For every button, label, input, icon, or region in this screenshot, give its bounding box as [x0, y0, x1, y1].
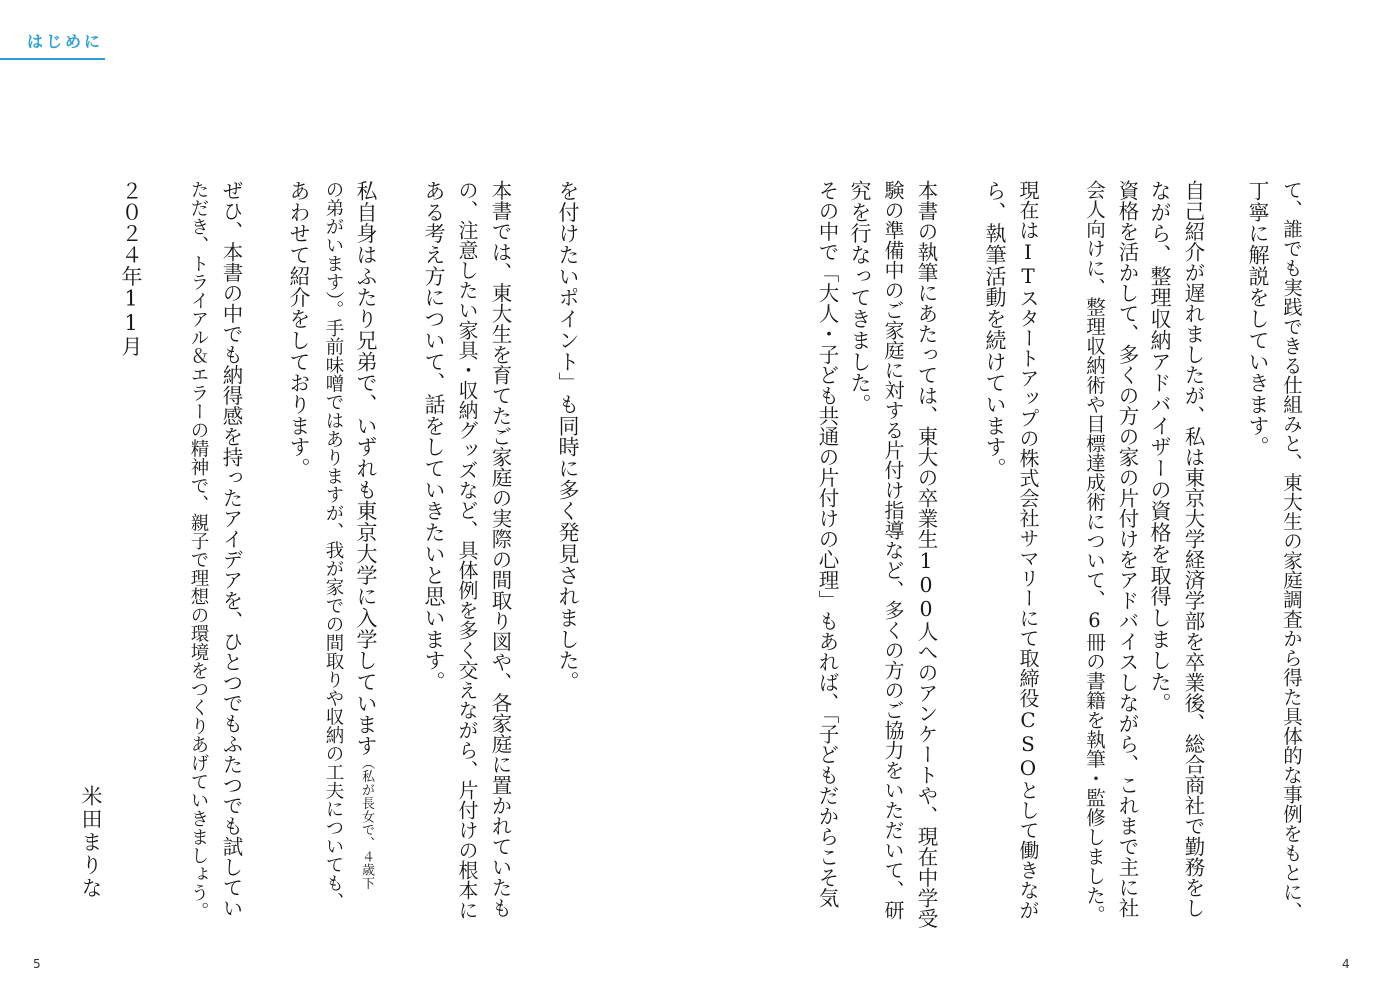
date-line: ２０２４年11月	[119, 180, 143, 357]
section-title: はじめに	[27, 32, 104, 51]
inline-note: （私が長女で、４歳下	[359, 756, 374, 890]
text-line: ながら、整理収納アドバイザーの資格を取得しました。	[1148, 180, 1172, 714]
page-number-right: 4	[1342, 957, 1350, 971]
text-line: 資格を活かして、多くの方の家の片付けをアドバイスしながら、これまで主に社	[1115, 180, 1139, 918]
text-line: ぜひ、本書の中でも納得感を持ったアイデアを、ひとつでもふたつでも試してい	[219, 180, 243, 918]
text-line: を付けたいポイント」も同時に多く発見されました。	[556, 180, 580, 693]
text-line: ある考え方について、話をしていきたいと思います。	[422, 180, 446, 693]
text-line: の弟がいます）。手前味噌ではありますが、我が家での間取りや収納の工夫についても、	[323, 180, 344, 911]
text-line: て、誰でも実践できる仕組みと、東大生の家庭調査から得た具体的な事例をもとに、	[1280, 180, 1303, 921]
text-line: ただき、トライアル＆エラーの精神で、親子で理想の環境をつくりあげていきましょう。	[188, 180, 209, 920]
text-line: 究を行なってきました。	[848, 180, 872, 415]
text-line: 自己紹介が遅れましたが、私は東京大学経済学部を卒業後、総合商社で勤務をし	[1181, 180, 1205, 918]
text-line: の、注意したい家具・収納グッズなど、具体例を多く交えながら、片付けの根本に	[455, 180, 479, 920]
text-segment: 私自身はふたり兄弟で、いずれも東京大学に入学しています	[354, 180, 378, 757]
text-line: 会人向けに、整理収納術や目標達成術について、6冊の書籍を執筆・監修しました。	[1083, 180, 1106, 925]
section-header	[0, 26, 105, 60]
text-line: 丁寧に解説をしていきます。	[1246, 180, 1270, 458]
text-line: 験の準備中のご家庭に対する片付け指導など、多くの方のご協力をいただいて、研	[881, 180, 905, 920]
text-line	[353, 180, 379, 890]
text-line: 現在はITスタートアップの株式会社サマリーにて取締役CSOとして働きなが	[1016, 180, 1040, 920]
text-line: 本書では、東大生を育てたご家庭の実際の間取り図や、各家庭に置かれていたも	[488, 180, 512, 918]
text-line: ら、執筆活動を続けています。	[983, 180, 1007, 479]
text-line: 本書の執筆にあたっては、東大の卒業生100人へのアンケートや、現在中学受	[914, 180, 938, 929]
text-line: あわせて紹介をしております。	[287, 180, 311, 479]
text-line: その中で「大人・子ども共通の片付けの心理」もあれば、「子どもだからこそ気	[815, 180, 839, 908]
author-signature: 米田まりな	[79, 785, 103, 900]
page-number-left: 5	[33, 957, 41, 971]
